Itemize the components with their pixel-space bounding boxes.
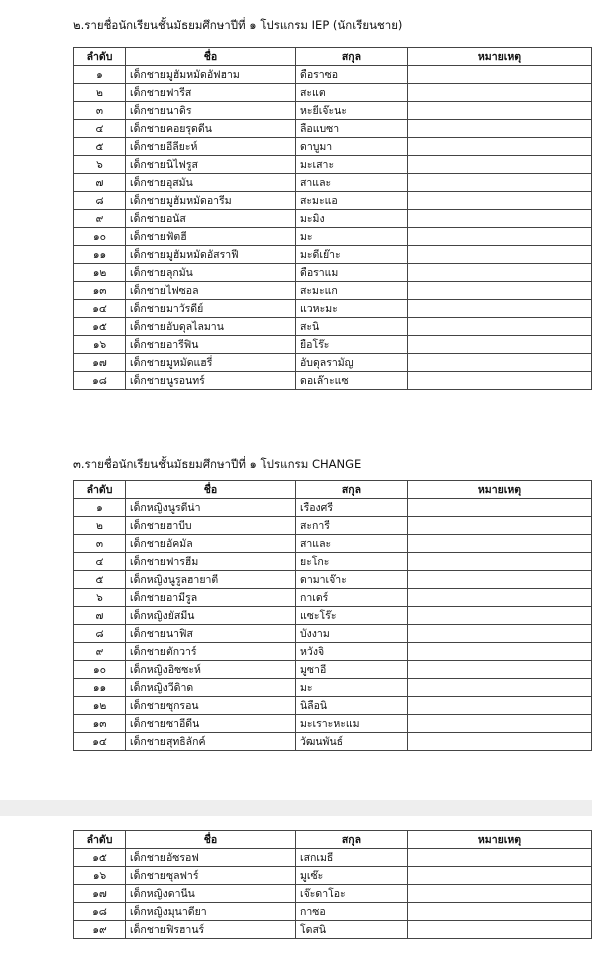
table-row (74, 228, 592, 246)
student-surname: นิลือนิ (296, 697, 408, 715)
header-surname: สกุล (296, 481, 408, 499)
row-remark (408, 625, 592, 643)
student-name: เด็กชายอารีฟิน (126, 336, 296, 354)
student-surname: ลือแบซา (296, 120, 408, 138)
header-name: ชื่อ (126, 831, 296, 849)
student-name: เด็กชายนาฟิส (126, 625, 296, 643)
header-order: ลำดับ (74, 831, 126, 849)
table-row (74, 625, 592, 643)
row-remark (408, 733, 592, 751)
student-name: เด็กชายอามีรูล (126, 589, 296, 607)
header-surname: สกุล (296, 48, 408, 66)
row-order: ๒ (74, 84, 126, 102)
student-name: เด็กชายนูรอนทร์ (126, 372, 296, 390)
row-order: ๓ (74, 535, 126, 553)
row-order: ๙ (74, 643, 126, 661)
row-remark (408, 156, 592, 174)
table-row (74, 679, 592, 697)
table-row (74, 138, 592, 156)
student-surname: มะ (296, 228, 408, 246)
header-surname: สกุล (296, 831, 408, 849)
student-name: เด็กชายสุทธิลักค์ (126, 733, 296, 751)
table-row (74, 643, 592, 661)
header-name: ชื่อ (126, 48, 296, 66)
table-row (74, 84, 592, 102)
student-surname: กาเดร์ (296, 589, 408, 607)
row-order: ๑๗ (74, 885, 126, 903)
student-name: เด็กหญิงวีดิาด (126, 679, 296, 697)
row-order: ๑๗ (74, 354, 126, 372)
row-remark (408, 354, 592, 372)
table-row (74, 921, 592, 939)
row-order: ๑๑ (74, 246, 126, 264)
row-remark (408, 679, 592, 697)
row-order: ๑๘ (74, 372, 126, 390)
student-surname: ดือราซอ (296, 66, 408, 84)
row-order: ๑๙ (74, 921, 126, 939)
table-row (74, 697, 592, 715)
row-remark (408, 849, 592, 867)
student-name: เด็กชายมูหมัดแฮรี่ (126, 354, 296, 372)
student-surname: มูเซ๊ะ (296, 867, 408, 885)
student-surname: ดาบูมา (296, 138, 408, 156)
section2-heading: ๒.รายชื่อนักเรียนชั้นมัธยมศึกษาปีที่ ๑ โปรแกรม IEP (นักเรียนชาย) (73, 18, 403, 32)
table-row (74, 571, 592, 589)
section3-table (73, 480, 592, 751)
row-order: ๑ (74, 66, 126, 84)
table-row (74, 499, 592, 517)
row-order: ๘ (74, 625, 126, 643)
row-order: ๑๐ (74, 228, 126, 246)
page-separator (0, 800, 592, 816)
table-row (74, 553, 592, 571)
table-row (74, 264, 592, 282)
table-row (74, 120, 592, 138)
row-order: ๑๐ (74, 661, 126, 679)
table-row (74, 282, 592, 300)
student-name: เด็กชายอัซรอฟ (126, 849, 296, 867)
row-remark (408, 84, 592, 102)
table-row (74, 661, 592, 679)
table-row (74, 535, 592, 553)
student-surname: ดามาเจ๊าะ (296, 571, 408, 589)
table-header-row (74, 831, 592, 849)
student-name: เด็กชายอัคมัล (126, 535, 296, 553)
table-row (74, 66, 592, 84)
row-order: ๔ (74, 553, 126, 571)
student-surname: โดสนิ (296, 921, 408, 939)
row-remark (408, 318, 592, 336)
row-order: ๗ (74, 607, 126, 625)
student-name: เด็กชายนาดิร (126, 102, 296, 120)
student-surname: มะ (296, 679, 408, 697)
student-name: เด็กชายมาวัรดีย์ (126, 300, 296, 318)
row-order: ๑๖ (74, 336, 126, 354)
row-remark (408, 661, 592, 679)
table-row (74, 174, 592, 192)
student-name: เด็กชายนิไฟรูส (126, 156, 296, 174)
row-remark (408, 210, 592, 228)
student-name: เด็กชายฟิรฮานร์ (126, 921, 296, 939)
row-order: ๖ (74, 156, 126, 174)
student-name: เด็กชายตักวาร์ (126, 643, 296, 661)
row-order: ๑๘ (74, 903, 126, 921)
row-order: ๕ (74, 138, 126, 156)
row-order: ๑๒ (74, 697, 126, 715)
row-order: ๕ (74, 571, 126, 589)
row-remark (408, 192, 592, 210)
header-name: ชื่อ (126, 481, 296, 499)
student-surname: มูซาอี (296, 661, 408, 679)
student-name: เด็กชายซุกรอน (126, 697, 296, 715)
row-remark (408, 697, 592, 715)
row-remark (408, 571, 592, 589)
row-order: ๑๔ (74, 733, 126, 751)
table-row (74, 336, 592, 354)
student-surname: สะมะแก (296, 282, 408, 300)
student-surname: หะยีเจ๊ะนะ (296, 102, 408, 120)
row-remark (408, 589, 592, 607)
row-remark (408, 174, 592, 192)
student-surname: ยะโกะ (296, 553, 408, 571)
student-name: เด็กชายอนัส (126, 210, 296, 228)
table-row (74, 589, 592, 607)
student-surname: สะแต (296, 84, 408, 102)
table-row (74, 715, 592, 733)
student-surname: ดือราแม (296, 264, 408, 282)
row-remark (408, 102, 592, 120)
student-surname: วัฒนพันธ์ (296, 733, 408, 751)
student-name: เด็กชายอีลียะห์ (126, 138, 296, 156)
student-name: เด็กชายไฟซอล (126, 282, 296, 300)
student-surname: สาและ (296, 535, 408, 553)
table-row (74, 733, 592, 751)
row-order: ๑๓ (74, 715, 126, 733)
row-remark (408, 264, 592, 282)
student-surname: มะเราะหะแม (296, 715, 408, 733)
row-order: ๑๕ (74, 849, 126, 867)
row-remark (408, 517, 592, 535)
row-remark (408, 300, 592, 318)
header-remark: หมายเหตุ (408, 48, 592, 66)
row-order: ๑ (74, 499, 126, 517)
student-surname: มะเสาะ (296, 156, 408, 174)
table-row (74, 318, 592, 336)
student-name: เด็กชายมูฮัมหมัดอารีม (126, 192, 296, 210)
student-surname: มะดีเย๊าะ (296, 246, 408, 264)
row-order: ๑๓ (74, 282, 126, 300)
row-order: ๓ (74, 102, 126, 120)
student-name: เด็กหญิงนูรดีน่า (126, 499, 296, 517)
section3-heading: ๓.รายชื่อนักเรียนชั้นมัธยมศึกษาปีที่ ๑ โปรแกรม CHANGE (73, 457, 362, 471)
student-surname: ดอเล๊าะแซ (296, 372, 408, 390)
row-remark (408, 66, 592, 84)
row-remark (408, 336, 592, 354)
row-remark (408, 921, 592, 939)
row-remark (408, 553, 592, 571)
row-remark (408, 715, 592, 733)
row-remark (408, 120, 592, 138)
student-surname: สะนิ (296, 318, 408, 336)
student-name: เด็กหญิงอิซซะห์ (126, 661, 296, 679)
table-row (74, 903, 592, 921)
row-order: ๘ (74, 192, 126, 210)
table-header-row (74, 481, 592, 499)
table-row (74, 210, 592, 228)
student-name: เด็กชายลุกมัน (126, 264, 296, 282)
row-remark (408, 535, 592, 553)
row-remark (408, 643, 592, 661)
row-order: ๒ (74, 517, 126, 535)
row-remark (408, 372, 592, 390)
header-remark: หมายเหตุ (408, 831, 592, 849)
row-order: ๑๖ (74, 867, 126, 885)
row-order: ๔ (74, 120, 126, 138)
student-surname: มะมิง (296, 210, 408, 228)
table-header-row (74, 48, 592, 66)
student-name: เด็กชายซุลฟาร์ (126, 867, 296, 885)
student-surname: สะการี (296, 517, 408, 535)
row-order: ๙ (74, 210, 126, 228)
student-name: เด็กชายอุสมัน (126, 174, 296, 192)
table-row (74, 607, 592, 625)
row-remark (408, 885, 592, 903)
student-name: เด็กชายมูฮัมหมัดอัสราฟี (126, 246, 296, 264)
table-row (74, 354, 592, 372)
student-name: เด็กชายอับดุลไลมาน (126, 318, 296, 336)
student-surname: สะมะแอ (296, 192, 408, 210)
student-name: เด็กชายฟัตฮี (126, 228, 296, 246)
row-order: ๑๒ (74, 264, 126, 282)
student-surname: แซะโร๊ะ (296, 607, 408, 625)
table-row (74, 102, 592, 120)
row-order: ๑๔ (74, 300, 126, 318)
row-remark (408, 867, 592, 885)
student-surname: ยือโร๊ะ (296, 336, 408, 354)
student-surname: หวังจิ (296, 643, 408, 661)
student-name: เด็กหญิงนูรูลฮายาตี (126, 571, 296, 589)
row-remark (408, 138, 592, 156)
row-order: ๗ (74, 174, 126, 192)
student-surname: เรืองศรี (296, 499, 408, 517)
student-surname: เจ๊ะดาโอะ (296, 885, 408, 903)
table-row (74, 156, 592, 174)
student-name: เด็กชายฟารีส (126, 84, 296, 102)
row-remark (408, 282, 592, 300)
row-remark (408, 607, 592, 625)
student-name: เด็กหญิงยัสมีน (126, 607, 296, 625)
header-order: ลำดับ (74, 48, 126, 66)
table-row (74, 246, 592, 264)
table-row (74, 192, 592, 210)
student-surname: แวหะมะ (296, 300, 408, 318)
header-remark: หมายเหตุ (408, 481, 592, 499)
row-remark (408, 246, 592, 264)
student-surname: อับดุลรามัญ (296, 354, 408, 372)
student-name: เด็กชายฮาบีบ (126, 517, 296, 535)
row-order: ๖ (74, 589, 126, 607)
student-name: เด็กชายซาอีดีน (126, 715, 296, 733)
student-surname: กาซอ (296, 903, 408, 921)
table-row (74, 517, 592, 535)
document-page-2 (0, 816, 592, 960)
student-surname: บังงาม (296, 625, 408, 643)
table-row (74, 885, 592, 903)
row-remark (408, 228, 592, 246)
table-row (74, 372, 592, 390)
student-name: เด็กชายคอยรุดดีน (126, 120, 296, 138)
table-row (74, 300, 592, 318)
student-surname: สาและ (296, 174, 408, 192)
table-row (74, 849, 592, 867)
student-name: เด็กชายฟารฮีม (126, 553, 296, 571)
row-remark (408, 499, 592, 517)
student-name: เด็กหญิงมุนาดียา (126, 903, 296, 921)
section3-continued-table (73, 830, 592, 939)
row-order: ๑๕ (74, 318, 126, 336)
row-remark (408, 903, 592, 921)
student-name: เด็กหญิงดานีน (126, 885, 296, 903)
student-name: เด็กชายมูฮัมหมัดอัฟฮาม (126, 66, 296, 84)
student-surname: เสกเมธี (296, 849, 408, 867)
header-order: ลำดับ (74, 481, 126, 499)
section2-table (73, 47, 592, 390)
row-order: ๑๑ (74, 679, 126, 697)
table-row (74, 867, 592, 885)
